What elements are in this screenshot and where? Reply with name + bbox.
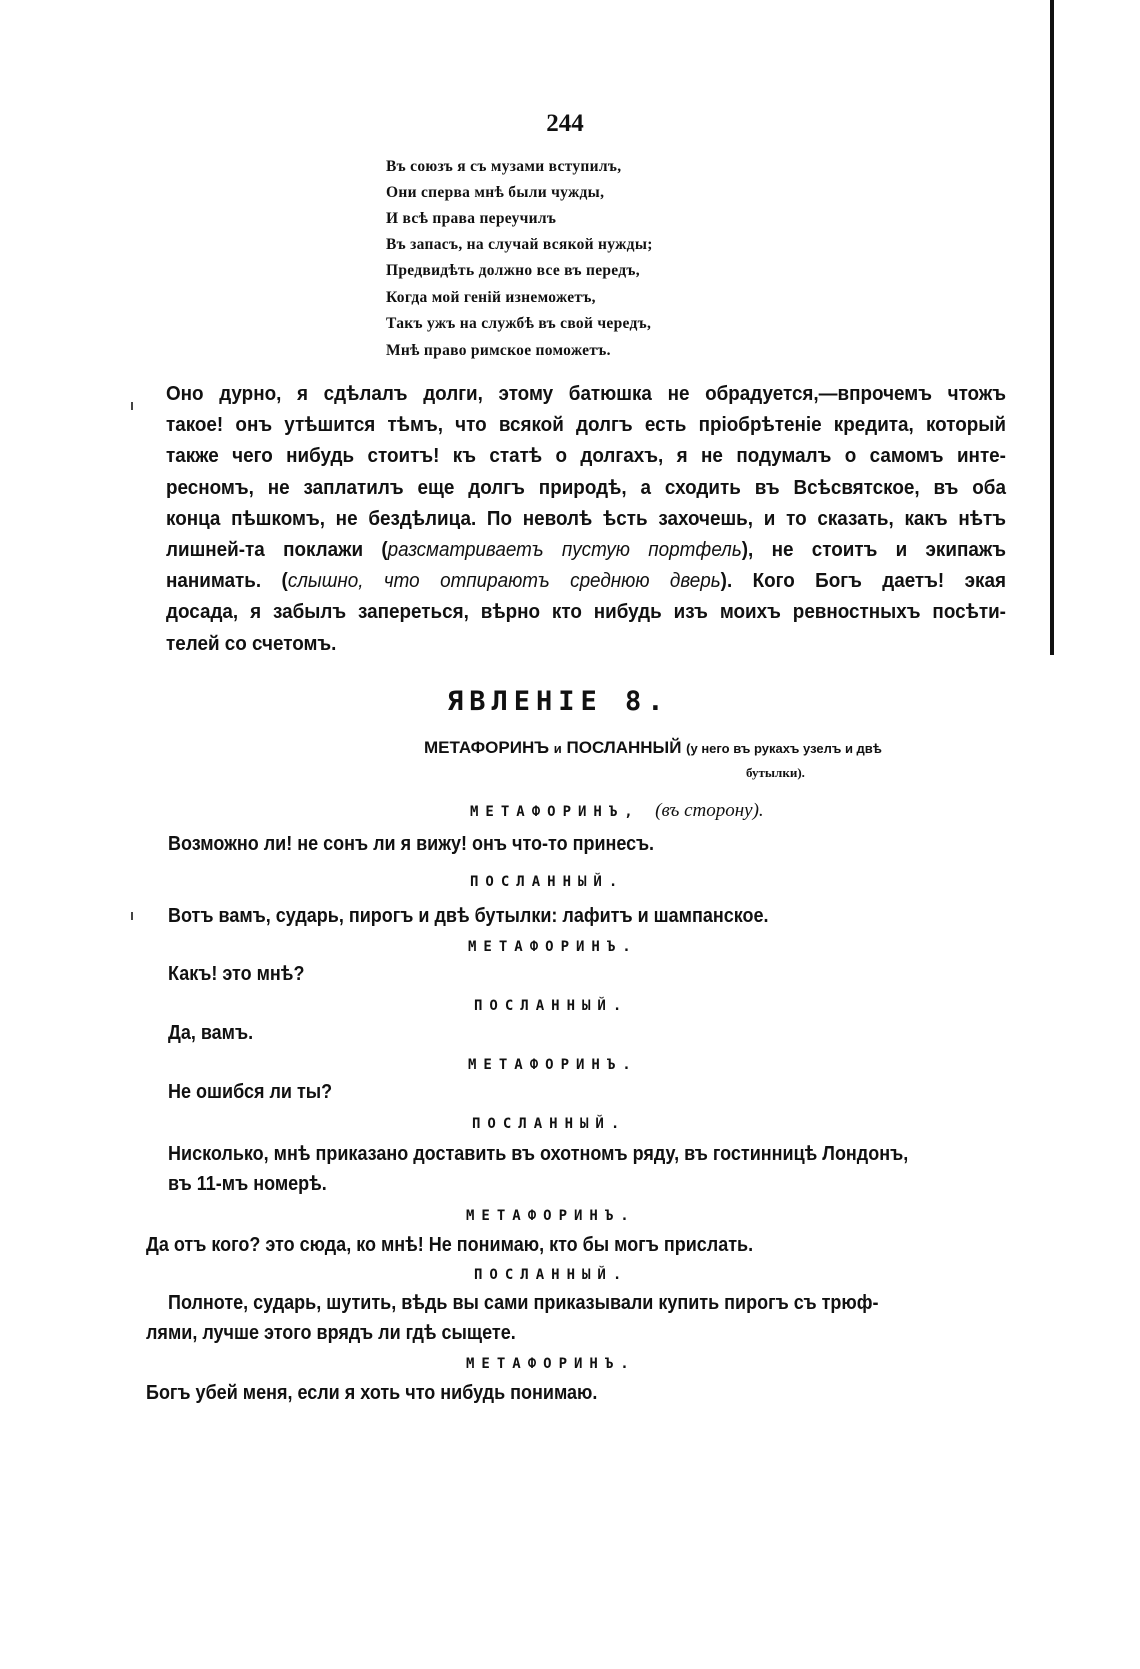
speaker: МЕТАФОРИНЪ. xyxy=(468,1057,638,1073)
text: ), не стоитъ и экипажъ xyxy=(741,538,1006,562)
paragraph-line: досада, я забылъ запереться, вѣрно кто нибудь изъ моихъ ревностныхъ посѣти- xyxy=(166,600,1006,624)
stage-direction-cont: бутылки). xyxy=(746,765,805,780)
speaker xyxy=(470,800,764,822)
scan-mark xyxy=(131,402,133,410)
text: нанимать. ( xyxy=(166,569,288,593)
speaker: ПОСЛАННЫЙ. xyxy=(472,1116,627,1132)
character-name: ПОСЛАННЫЙ xyxy=(566,738,682,757)
conjunction: и xyxy=(553,741,562,756)
dialogue-line: Богъ убей меня, если я хоть что нибудь понимаю. xyxy=(146,1382,598,1404)
dialogue-line: Вотъ вамъ, сударь, пирогъ и двѣ бутылки: лафитъ и шампанское. xyxy=(168,905,769,927)
verse-line: Предвидѣть должно все въ передъ, xyxy=(386,262,640,279)
paragraph-line: конца пѣшкомъ, не бездѣлица. По неволѣ ѣсть захочешь, и то сказать, какъ нѣтъ xyxy=(166,506,1006,530)
speaker-name: МЕТАФОРИНЪ, xyxy=(470,804,640,820)
stage-remark: слышно, что отпираютъ среднюю дверь xyxy=(287,569,721,593)
paragraph-line: Оно дурно, я сдѣлалъ долги, этому батюшка не обрадуется,—впрочемъ чтожъ xyxy=(166,382,1006,405)
speaker: ПОСЛАННЫЙ. xyxy=(470,874,625,890)
verse-line: Мнѣ право римское поможетъ. xyxy=(386,342,611,359)
stage-note: (у него въ рукахъ узелъ и двѣ xyxy=(686,741,882,756)
paragraph-line: телей со счетомъ. xyxy=(166,631,337,655)
dialogue-line: Нисколько, мнѣ приказано доставить въ охотномъ ряду, въ гостинницѣ Лондонъ, xyxy=(168,1143,909,1165)
dialogue-line: Не ошибся ли ты? xyxy=(168,1081,333,1103)
speaker: ПОСЛАННЫЙ. xyxy=(474,1267,629,1283)
page-number: 244 xyxy=(546,110,584,137)
speaker: ПОСЛАННЫЙ. xyxy=(474,998,629,1014)
paragraph-line: ресномъ, не заплатилъ еще долгъ природѣ, а сходить въ Всѣсвятское, въ оба xyxy=(166,475,1006,499)
page-edge-rule xyxy=(1050,0,1054,655)
verse-line: И всѣ права переучилъ xyxy=(386,210,557,227)
aside: (въ сторону). xyxy=(655,800,764,821)
speaker: МЕТАФОРИНЪ. xyxy=(468,939,638,955)
paragraph-line xyxy=(166,565,1006,596)
text: лишней-та поклажи ( xyxy=(166,538,388,562)
stage-remark: разсматриваетъ пустую портфель xyxy=(387,538,742,562)
paragraph-line: также чего нибудь стоитъ! къ статѣ о долгахъ, я не подумалъ о самомъ инте- xyxy=(166,444,1006,468)
verse-line: Они сперва мнѣ были чужды, xyxy=(386,184,605,201)
dialogue-line: Да отъ кого? это сюда, ко мнѣ! Не понимаю, кто бы могъ прислать. xyxy=(146,1234,754,1256)
paragraph-line xyxy=(166,534,1006,565)
dialogue-line: въ 11-мъ номерѣ. xyxy=(168,1173,327,1195)
verse-line: Въ запасъ, на случай всякой нужды; xyxy=(386,236,653,253)
dialogue-line: Полноте, сударь, шутить, вѣдь вы сами приказывали купить пирогъ съ трюф- xyxy=(168,1292,879,1314)
speaker: МЕТАФОРИНЪ. xyxy=(466,1356,636,1372)
paragraph-line: такое! онъ утѣшится тѣмъ, что всякой долгъ есть пріобрѣтеніе кредита, который xyxy=(166,413,1006,437)
verse-line: Такъ ужъ на службѣ въ свой чередъ, xyxy=(386,315,652,332)
text: ). Кого Богъ даетъ! экая xyxy=(720,569,1006,593)
dialogue-line: Да, вамъ. xyxy=(168,1022,254,1044)
stage-direction xyxy=(424,738,882,758)
verse-line: Въ союзъ я съ музами вступилъ, xyxy=(386,158,622,175)
scan-mark xyxy=(131,912,133,920)
dialogue-line: Возможно ли! не сонъ ли я вижу! онъ что-то принесъ. xyxy=(168,833,655,855)
character-name: МЕТАФОРИНЪ xyxy=(424,738,550,757)
scene-heading: ЯВЛЕНІЕ 8. xyxy=(447,686,670,717)
verse-line: Когда мой генiй изнеможетъ, xyxy=(386,289,596,306)
dialogue-line: Какъ! это мнѣ? xyxy=(168,963,305,985)
monologue-paragraph xyxy=(166,378,1006,659)
speaker: МЕТАФОРИНЪ. xyxy=(466,1208,636,1224)
dialogue-line: лями, лучше этого врядъ ли гдѣ сыщете. xyxy=(146,1322,516,1344)
